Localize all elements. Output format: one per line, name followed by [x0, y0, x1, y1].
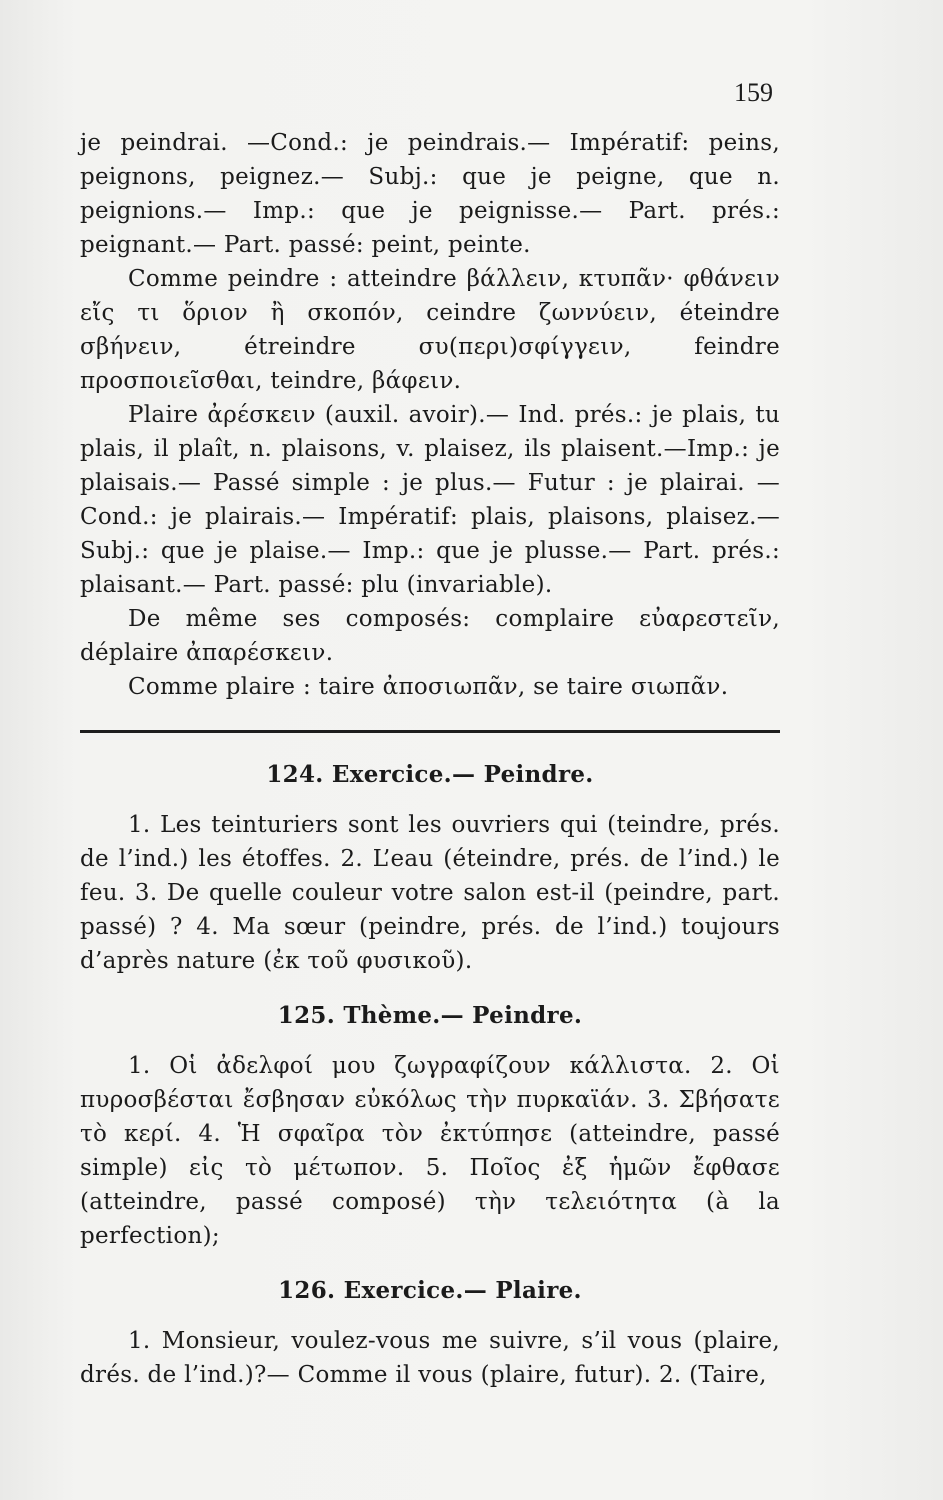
section-divider — [80, 730, 780, 733]
theme-125-text: 1. Οἱ ἀδελφοί μου ζωγραφίζουν κάλλιστα. 2. Οἱ πυροσβέσται ἔσβησαν εὐκόλως τὴν πυρκαϊάν. 3. Σβήσατε τὸ κερί. 4. Ἡ σφαῖρα τὸν ἐκτύπησε (atteindre, passé simple) εἰς τὸ μέτωπον. 5. Ποῖος ἐξ ἡμῶν ἔφθασε (atteindre, passé composé) τὴν τελειότητα (à la perfection); — [80, 1053, 780, 1249]
paragraph-composes: De même ses composés: complaire εὐαρεστεῖν, déplaire ἀπαρέσκειν. — [80, 606, 780, 666]
paragraph-like-plaire: Comme plaire : taire ἀποσιωπᾶν, se taire σιωπᾶν. — [128, 674, 729, 700]
paragraph-like-peindre: Comme peindre : atteindre βάλλειν, κτυπᾶν· φθάνειν εἴς τι ὅριον ἢ σκοπόν, ceindre ζωννύειν, éteindre σβήνειν, étreindre συ(περι)σφίγγειν, feindre προσποιεῖσθαι, teindre, βάφειν. — [80, 266, 780, 394]
section-heading-126: 126. Exercice.— Plaire. — [278, 1277, 582, 1304]
section-heading-124: 124. Exercice.— Peindre. — [266, 761, 594, 788]
spacer — [80, 978, 780, 988]
section-heading-125: 125. Thème.— Peindre. — [277, 1002, 583, 1029]
exercise-126-text: 1. Monsieur, voulez-vous me suivre, s’il vous (plaire, drés. de l’ind.)?— Comme il vous (plaire, futur). 2. (Taire, — [80, 1328, 780, 1388]
paragraph-conjugation-peindre: je peindrai. —Cond.: je peindrais.— Impératif: peins, peignons, peignez.— Subj.: que je peigne, que n. peignions.— Imp.: que je peignisse.— Part. prés.: peignant.— Part. passé: peint, peinte. — [80, 130, 780, 258]
page-number: 159 — [734, 78, 773, 107]
spacer — [80, 1253, 780, 1263]
exercise-124-text: 1. Les teinturiers sont les ouvriers qui (teindre, prés. de l’ind.) les étoffes. 2. L’eau (éteindre, prés. de l’ind.) le feu. 3. De quelle couleur votre salon est-il (peindre, part. passé) ? 4. Ma sœur (peindre, prés. de l’ind.) toujours d’après nature (ἐκ τοῦ φυσικοῦ). — [80, 812, 780, 974]
paragraph-conjugation-plaire: Plaire ἀρέσκειν (auxil. avoir).— Ind. prés.: je plais, tu plais, il plaît, n. plaisons, v. plaisez, ils plaisent.—Imp.: je plaisais.— Passé simple : je plus.— Futur : je plairai. — Cond.: je plairais.— Impératif: plais, plaisons, plaisez.— Subj.: que je plaise.— Imp.: que je plusse.— Part. prés.: plaisant.— Part. passé: plu (invariable). — [80, 402, 780, 598]
page-content — [80, 126, 780, 1392]
